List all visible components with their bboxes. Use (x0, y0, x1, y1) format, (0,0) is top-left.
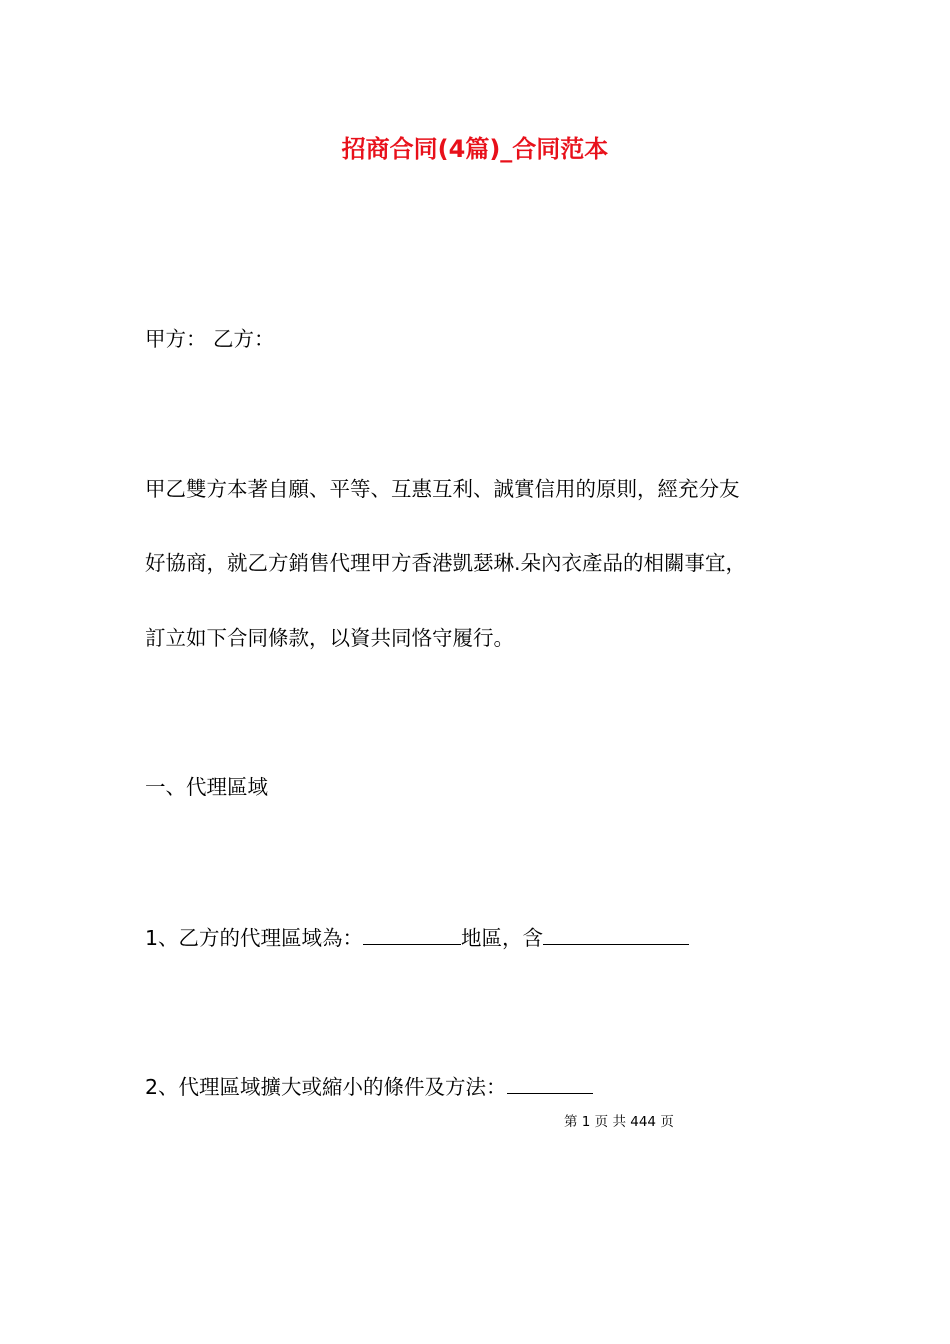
clause-1-prefix: 1、乙方的代理區域為： (145, 926, 364, 950)
page-number: 第 1 页 共 444 页 (564, 1114, 674, 1130)
intro-line-1: 甲乙雙方本著自願、平等、互惠互利、誠實信用的原則，經充分友 (145, 477, 740, 501)
clause-2-prefix: 2、代理區域擴大或縮小的條件及方法： (145, 1075, 507, 1099)
parties-line: 甲方： 乙方： (145, 327, 275, 351)
clause-1-middle: 地區，含 (461, 926, 544, 950)
clause-2 (145, 1071, 593, 1102)
intro-line-3: 訂立如下合同條款，以資共同恪守履行。 (145, 626, 514, 650)
blank-included-field[interactable] (543, 922, 689, 945)
section-heading-agency-region: 一、代理區域 (145, 775, 268, 799)
blank-region-field[interactable] (363, 922, 461, 945)
blank-conditions-field[interactable] (507, 1071, 593, 1094)
intro-line-2: 好協商，就乙方銷售代理甲方香港凱瑟琳.朵內衣產品的相關事宜， (145, 551, 747, 575)
document-title: 招商合同(4篇)_合同范本 (341, 135, 609, 163)
clause-1 (145, 922, 689, 953)
